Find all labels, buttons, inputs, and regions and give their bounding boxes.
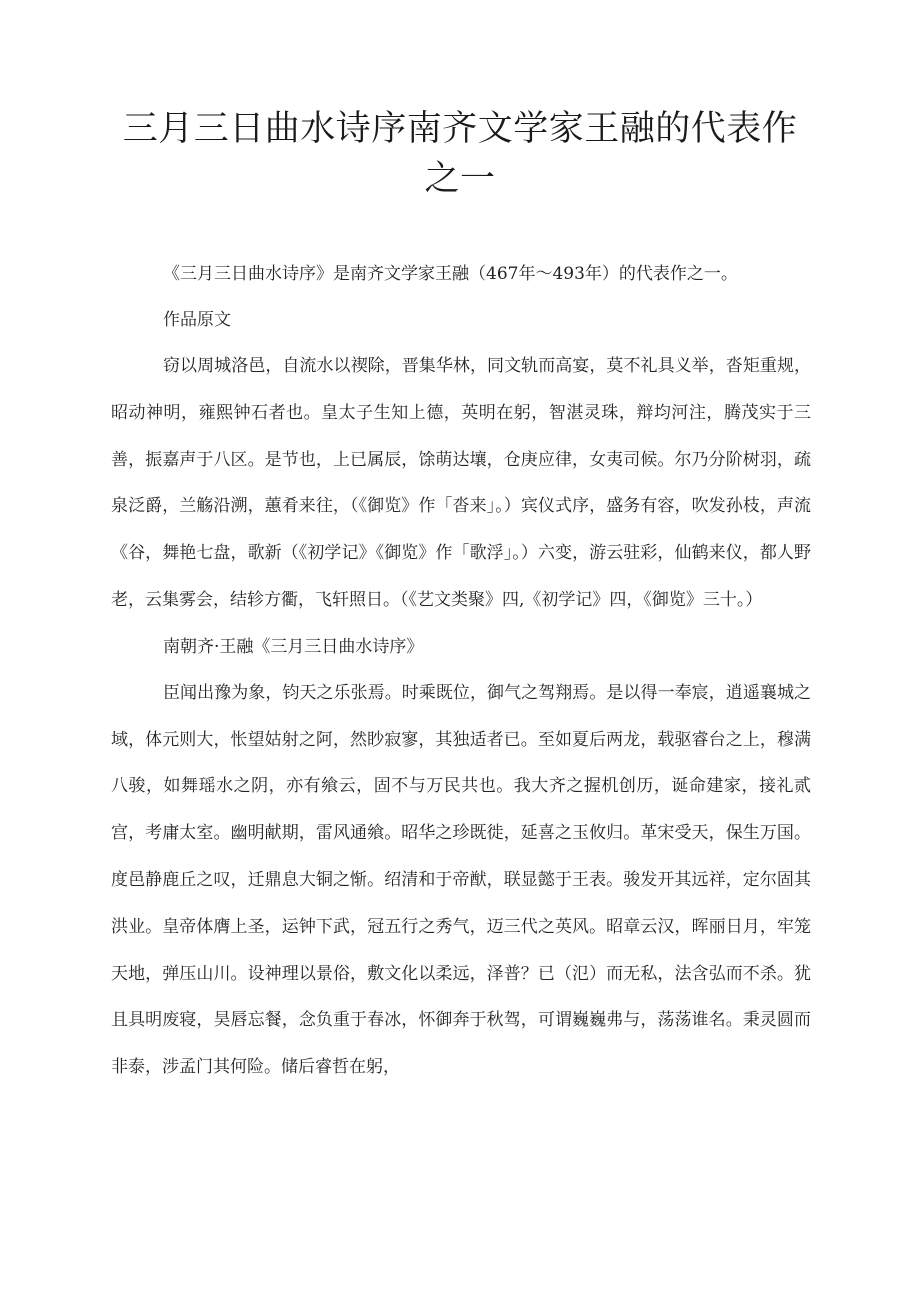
source-attribution: 南朝齐·王融《三月三日曲水诗序》 [163, 636, 424, 657]
original-text-paragraph: 窃以周城洛邑，自流水以禊除，晋集华林，同文轨而高宴，莫不礼具义举，沓矩重规，昭动神明，雍熙钟石者也。皇太子生知上德，英明在躬，智湛灵珠，辩均河注，腾茂实于三善，振嘉声于八区。是节也，上已属辰，馀萌达壤，仓庚应律，女夷司候。尔乃分阶树羽，疏泉泛爵，兰觞沿溯，蕙肴来往，（《御览》作「沓来」。）宾仪式序，盛务有容，吹发孙枝，声流《谷，舞艳七盘，歌新（《初学记》《御览》作「歌浮」。）六变，游云驻彩，仙鹤来仪，都人野老，云集雾会，结轸方衢，飞轩照日。（《艺文类聚》四,《初学记》四，《御览》三十。） [111, 356, 811, 610]
document-title: 三月三日曲水诗序南齐文学家王融的代表作之一 [122, 109, 798, 199]
document-body [111, 251, 811, 1091]
preface-paragraph: 臣闻出豫为象，钧天之乐张焉。时乘既位，御气之驾翔焉。是以得一奉宸，逍遥襄城之域，体元则大，怅望姑射之阿，然眇寂寥，其独适者已。至如夏后两龙，载驱睿台之上，穆满八骏，如舞瑶水之阴，亦有飨云，固不与万民共也。我大齐之握机创历，诞命建家，接礼贰宫，考庸太室。幽明献期，雷风通飨。昭华之珍既徙，延喜之玉攸归。革宋受天，保生万国。度邑静鹿丘之叹，迁鼎息大铜之惭。绍清和于帝猷，联显懿于王表。骏发开其远祥，定尔固其洪业。皇帝体膺上圣，运钟下武，冠五行之秀气，迈三代之英风。昭章云汉，晖丽日月，牢笼天地，弹压山川。设神理以景俗，敷文化以柔远，泽普？已（氾）而无私，法含弘而不杀。犹且具明废寝，昊唇忘餐，念负重于春冰，怀御奔于秋驾，可谓巍巍弗与，荡荡谁名。秉灵圆而非泰，涉孟门其何险。储后睿哲在躬， [111, 682, 811, 1078]
section-heading-original-text: 作品原文 [163, 310, 231, 330]
intro-paragraph: 《三月三日曲水诗序》是南齐文学家王融（467年～493年）的代表作之一。 [163, 264, 738, 284]
